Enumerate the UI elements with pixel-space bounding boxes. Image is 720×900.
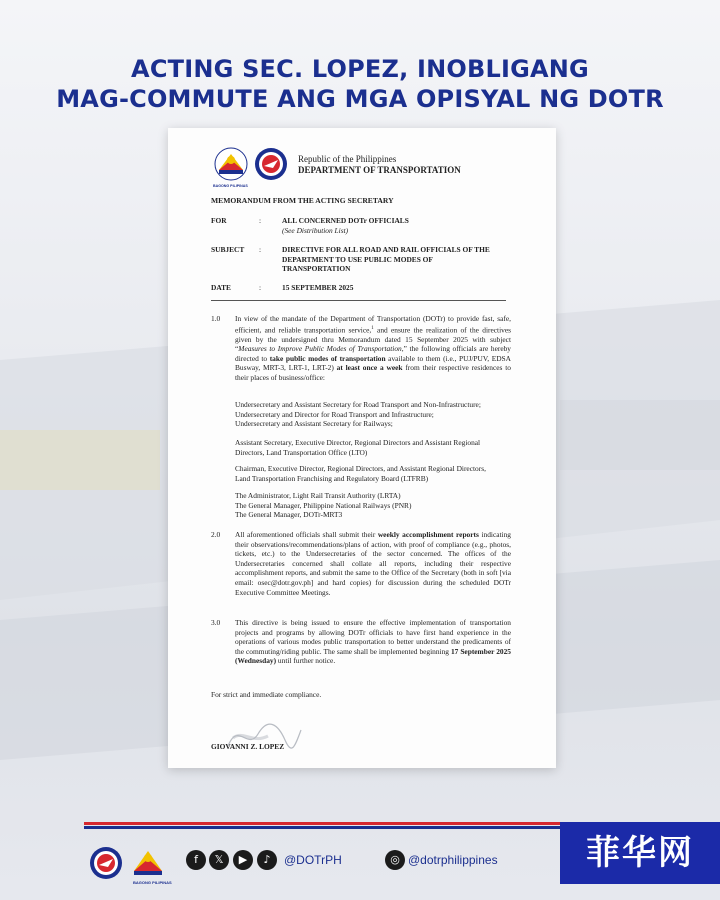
footer-blue-bar bbox=[84, 826, 634, 829]
paragraph-1-number: 1.0 bbox=[211, 314, 221, 323]
footer-bagong-label: BAGONG PILIPINAS bbox=[133, 880, 172, 885]
p1-text-a: In view of the mandate of the Department of Transportation (DOTr) to provide fast, safe, efficient, and reliable transportation service, bbox=[235, 314, 511, 335]
for-colon: : bbox=[259, 216, 262, 225]
date-value: 15 SEPTEMBER 2025 bbox=[282, 283, 354, 292]
p2-bold-weekly-reports: weekly accomplishment reports bbox=[377, 530, 479, 539]
handle-dotrphilippines[interactable]: @dotrphilippines bbox=[408, 853, 498, 867]
p3-text-b: until further notice. bbox=[276, 656, 336, 666]
official-line: The Administrator, Light Rail Transit Authority (LRTA) bbox=[235, 491, 401, 500]
headline bbox=[0, 54, 720, 114]
subject-label: SUBJECT bbox=[211, 245, 245, 254]
headline-line2: MAG-COMMUTE ANG MGA OPISYAL NG DOTR bbox=[56, 85, 664, 113]
for-note: (See Distribution List) bbox=[282, 225, 349, 235]
paragraph-3-number: 3.0 bbox=[211, 618, 221, 627]
instagram-icon[interactable]: ◎ bbox=[385, 850, 405, 870]
republic-line: Republic of the Philippines bbox=[298, 154, 397, 164]
p2-text-a: All aforementioned officials shall submit their bbox=[235, 530, 378, 539]
youtube-icon[interactable]: ▶ bbox=[233, 850, 253, 870]
memo-title: MEMORANDUM FROM THE ACTING SECRETARY bbox=[211, 196, 394, 205]
bagong-pilipinas-label: BAGONG PILIPINAS bbox=[213, 184, 248, 188]
official-line: The General Manager, Philippine National Railways (PNR) bbox=[235, 500, 412, 510]
watermark-logo: 菲华网 bbox=[560, 822, 720, 884]
signatory-name: GIOVANNI Z. LOPEZ bbox=[211, 742, 285, 751]
p1-footnote-mark: 1 bbox=[371, 325, 374, 331]
dotr-footer-seal-icon bbox=[88, 845, 124, 881]
subject-colon: : bbox=[259, 245, 262, 254]
x-icon[interactable]: 𝕏 bbox=[209, 850, 229, 870]
paragraph-1-body bbox=[235, 314, 511, 383]
p1-text-c: ” the following officials are hereby directed to bbox=[235, 344, 511, 363]
handle-dotrph[interactable]: @DOTrPH bbox=[284, 853, 342, 867]
closing-line: For strict and immediate compliance. bbox=[211, 690, 322, 699]
department-line: DEPARTMENT OF TRANSPORTATION bbox=[298, 165, 461, 175]
paragraph-2-number: 2.0 bbox=[211, 530, 221, 539]
officials-group-3 bbox=[235, 464, 511, 483]
p1-italic-subject: Measures to Improve Public Modes of Transportation, bbox=[238, 344, 404, 354]
official-line: Directors, Land Transportation Office (LTO) bbox=[235, 447, 368, 457]
dotr-seal-logo bbox=[253, 146, 289, 182]
p1-text-b: and ensure the realization of the directives given by the undersigned thru Memorandum dated 15 September 2025 with subject “ bbox=[235, 325, 511, 354]
p1-bold-once-week: at least once a week bbox=[336, 363, 403, 373]
p1-text-e: from their respective residences to their places of business/office: bbox=[235, 363, 511, 383]
letterhead-text bbox=[298, 154, 461, 176]
officials-group-4 bbox=[235, 491, 511, 520]
facebook-icon[interactable]: f bbox=[186, 850, 206, 870]
official-line: Undersecretary and Assistant Secretary for Road Transport and Non-Infrastructure; bbox=[235, 400, 481, 409]
paragraph-2-body bbox=[235, 530, 511, 597]
for-value-text: ALL CONCERNED DOTr OFFICIALS bbox=[282, 216, 409, 225]
p3-bold-start-date: 17 September 2025 (Wednesday) bbox=[235, 646, 511, 666]
p2-text-b: indicating their observations/recommendations/plans of action, with proof of compliance (e.g., photos, tickets, etc.) to the Undersecretaries of the sector concerned. The offices of the Undersecretaries concerned shall collate all reports, including their respective accomplishment reports, and submit the same to the Office of the Secretary (both in soft [via email: osec@dotr.gov.ph] and hard copies) for discussion during the scheduled DOTr Executive Committee Meetings. bbox=[235, 530, 511, 597]
official-line: Land Transportation Franchising and Regulatory Board (LTFRB) bbox=[235, 473, 429, 483]
memorandum-document bbox=[168, 128, 556, 768]
header-divider bbox=[211, 300, 506, 301]
footer-red-bar bbox=[84, 822, 634, 825]
p3-text-a: This directive is being issued to ensure the effective implementation of transportation projects and programs by allowing DOTr officials to have first hand experience in the operations of various modes public transportation to better understand the predicaments of the commuting/riding public. The same shall be implemented beginning bbox=[235, 618, 511, 656]
paragraph-3-body bbox=[235, 618, 511, 666]
date-colon: : bbox=[259, 283, 262, 292]
letterhead bbox=[213, 146, 513, 186]
date-label: DATE bbox=[211, 283, 231, 292]
for-value bbox=[282, 216, 492, 235]
official-line: Undersecretary and Director for Road Transport and Infrastructure; bbox=[235, 409, 434, 419]
for-label: FOR bbox=[211, 216, 227, 225]
headline-line1: ACTING SEC. LOPEZ, INOBLIGANG bbox=[131, 55, 589, 83]
tiktok-icon[interactable]: ♪ bbox=[257, 850, 277, 870]
official-line: The General Manager, DOTr-MRT3 bbox=[235, 510, 343, 520]
bagong-pilipinas-footer-icon bbox=[130, 845, 166, 881]
official-line: Assistant Secretary, Executive Director, Regional Directors and Assistant Regional bbox=[235, 438, 481, 447]
p1-bold-take-public: take public modes of transportation bbox=[269, 353, 386, 363]
p1-text-d: available to them (i.e., PUJ/PUV, EDSA Busway, MRT-3, LRT-1, LRT-2) bbox=[235, 353, 511, 373]
subject-value: DIRECTIVE FOR ALL ROAD AND RAIL OFFICIALS OF THE DEPARTMENT TO USE PUBLIC MODES OF TRANSPORTATION bbox=[282, 245, 490, 274]
official-line: Undersecretary and Assistant Secretary for Railways; bbox=[235, 419, 393, 429]
official-line: Chairman, Executive Director, Regional Directors, and Assistant Regional Directors, bbox=[235, 464, 486, 473]
bagong-pilipinas-logo bbox=[213, 146, 249, 182]
officials-group-2 bbox=[235, 438, 511, 457]
officials-group-1 bbox=[235, 400, 511, 429]
